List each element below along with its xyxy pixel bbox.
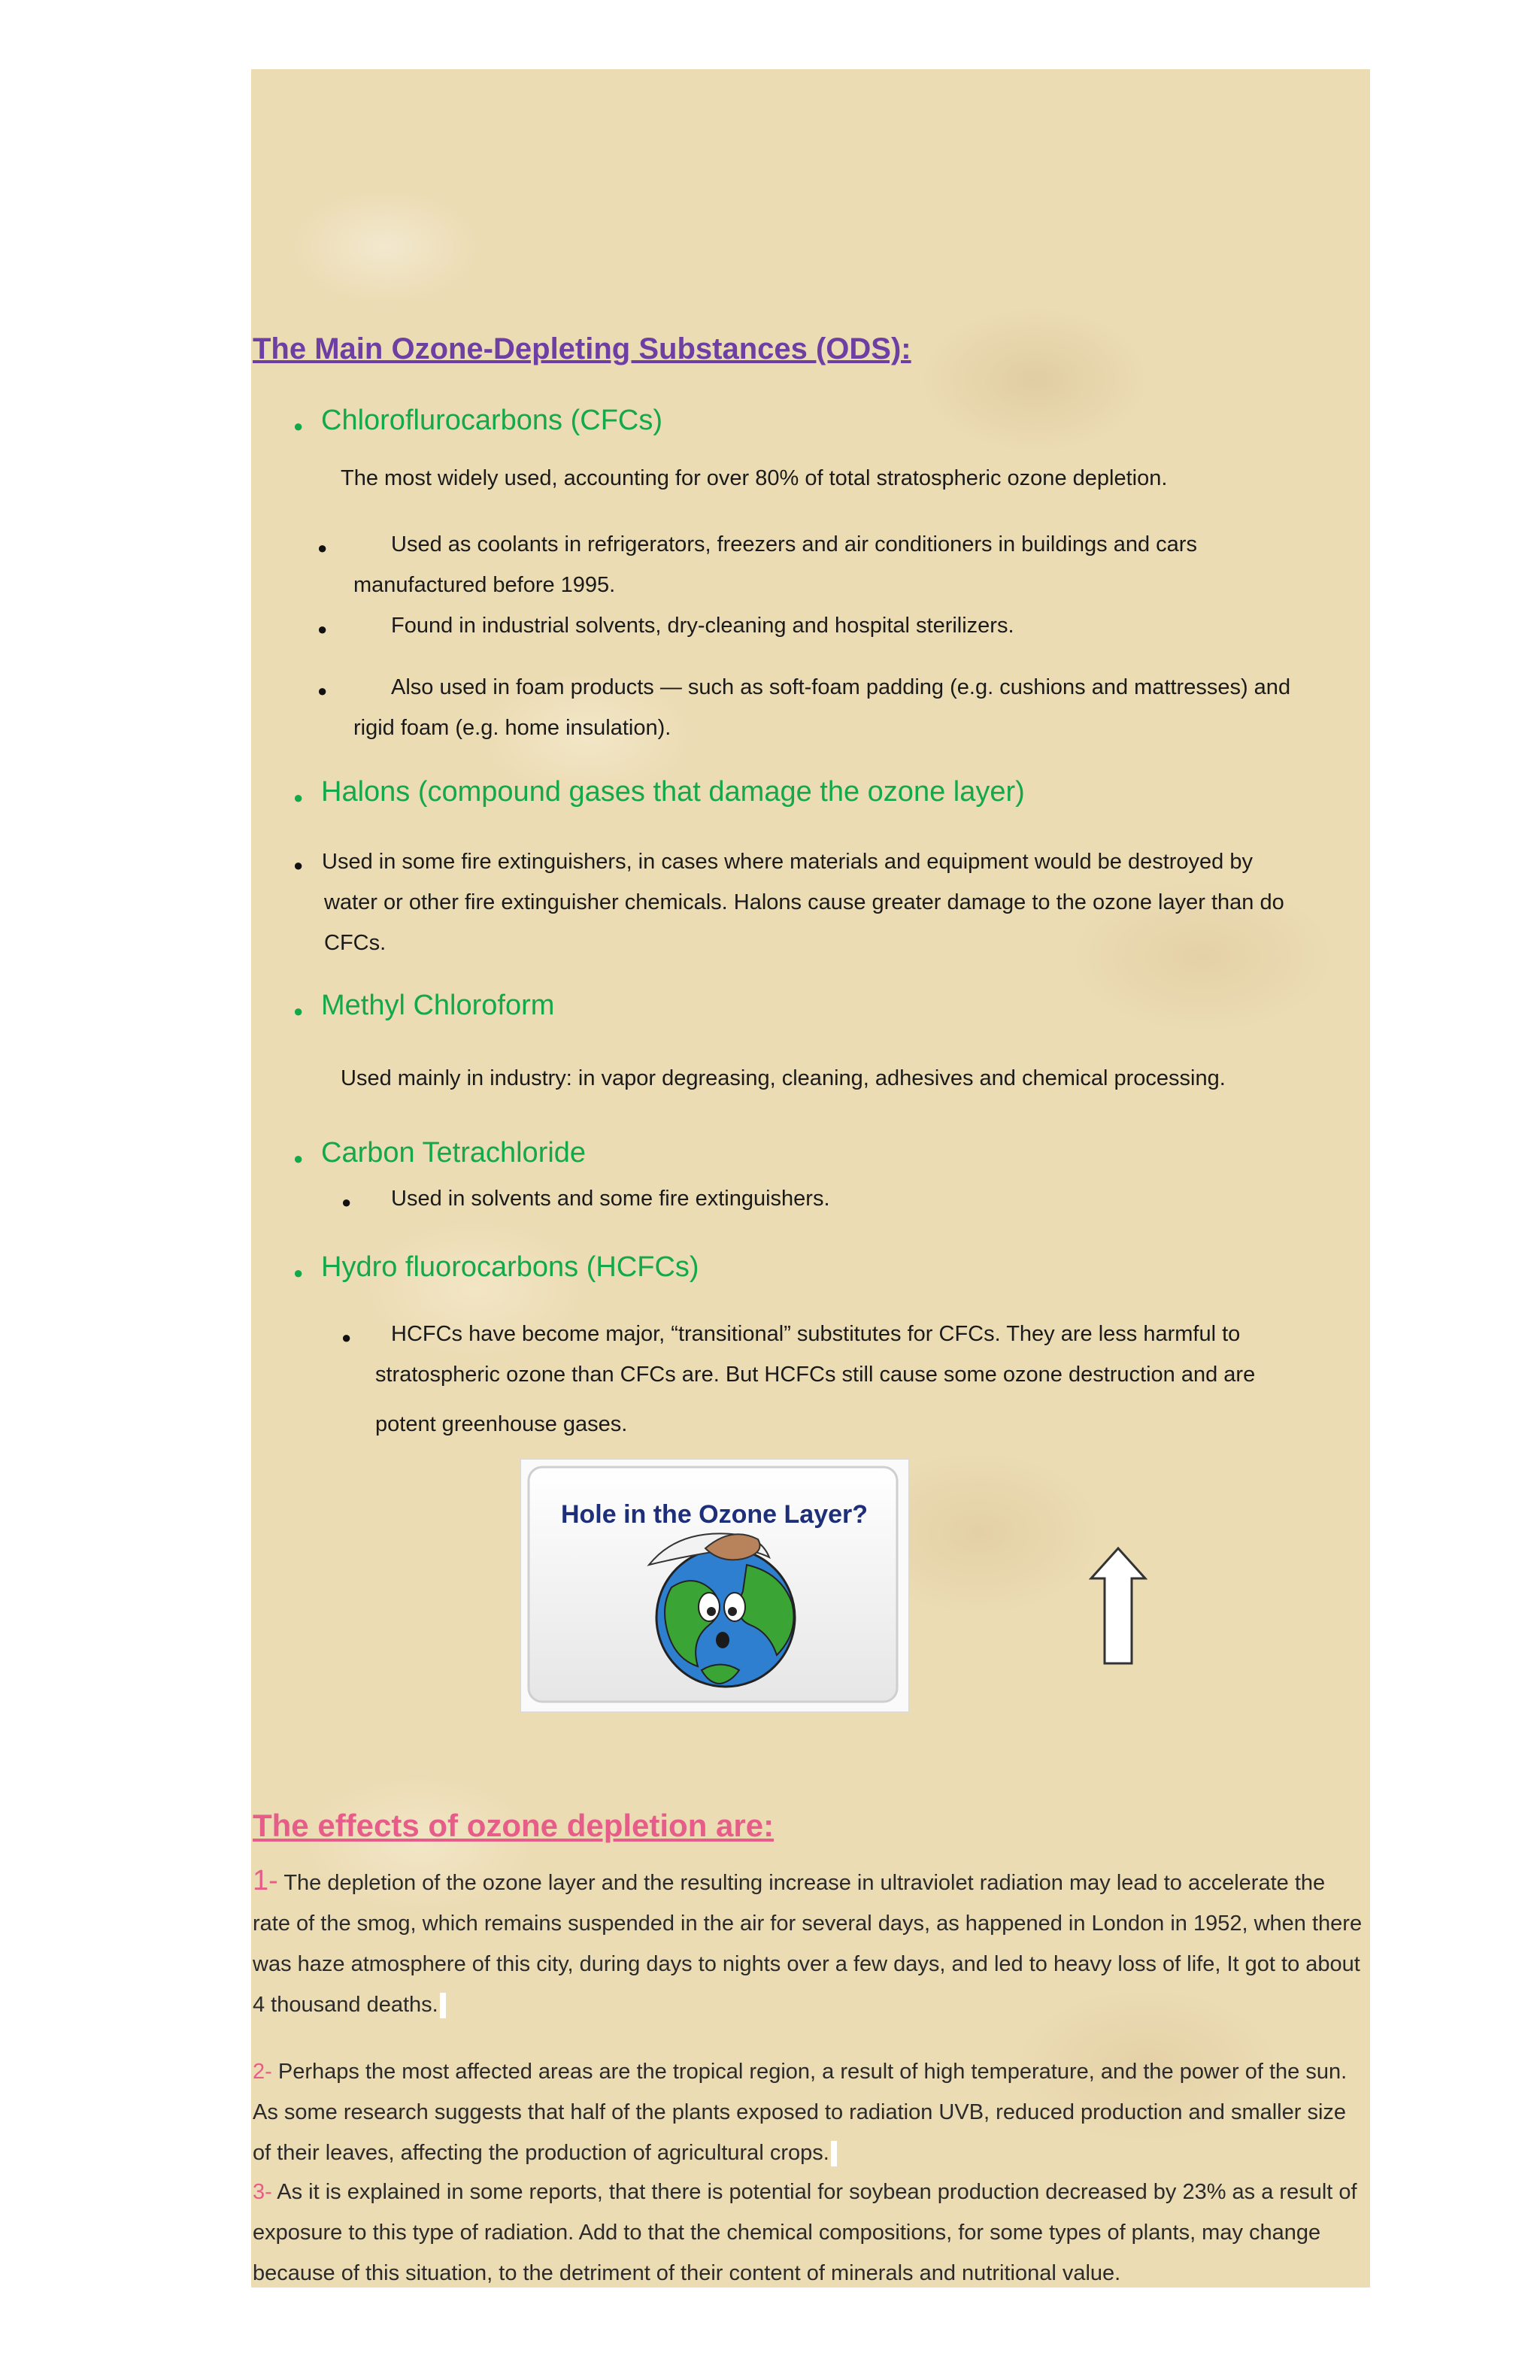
bullet-icon: ● bbox=[341, 1328, 352, 1347]
effect-text: Perhaps the most affected areas are the tropical region, a result of high temperature, and the power of the sun. As some research suggests that half of the plants exposed to radiation UVB, reduced production and smaller size of their leaves, affecting the production of agricultural crops. bbox=[253, 2060, 1348, 2165]
effects-heading: The effects of ozone depletion are: bbox=[253, 1808, 775, 1843]
item-title-methyl: Methyl Chloroform bbox=[321, 990, 555, 1021]
halons-line-3: CFCs. bbox=[324, 931, 387, 955]
cfc-point-2: Found in industrial solvents, dry-cleaning and hospital sterilizers. bbox=[391, 614, 1014, 638]
item-title-halons: Halons (compound gases that damage the ozone layer) bbox=[321, 776, 1025, 808]
halons-line-1: Used in some fire extinguishers, in cases where materials and equipment would be destroyed by bbox=[322, 850, 1253, 874]
item-title-carbon: Carbon Tetrachloride bbox=[321, 1137, 587, 1169]
bullet-icon: ● bbox=[341, 1193, 352, 1211]
item-title-cfc: Chloroflurocarbons (CFCs) bbox=[321, 405, 663, 436]
main-heading: The Main Ozone-Depleting Substances (ODS): bbox=[253, 332, 911, 365]
effect-item-2 bbox=[253, 2051, 1369, 2173]
hcfc-line-1: HCFCs have become major, “transitional” substitutes for CFCs. They are less harmful to bbox=[391, 1322, 1241, 1346]
effect-item-3 bbox=[253, 2172, 1369, 2294]
bullet-icon: ● bbox=[293, 1263, 304, 1282]
figure-caption: Hole in the Ozone Layer? bbox=[560, 1500, 869, 1529]
hcfc-line-3: potent greenhouse gases. bbox=[375, 1412, 628, 1436]
effect-number: 1- bbox=[253, 1865, 278, 1896]
ozone-hole-illustration bbox=[520, 1459, 909, 1712]
cfc-point-1-line-1: Used as coolants in refrigerators, freezers and air conditioners in buildings and cars bbox=[391, 532, 1197, 556]
text-marker bbox=[440, 1993, 446, 2018]
effect-text: The depletion of the ozone layer and the resulting increase in ultraviolet radiation may lead to accelerate the rate of the smog, which remains suspended in the air for several days, as happened in London in 1952, when there was haze atmosphere of this city, during days to nights over a few days, and led to heavy loss of life, It got to about 4 thousand deaths. bbox=[253, 1871, 1363, 2017]
cfc-intro: The most widely used, accounting for over 80% of total stratospheric ozone depletion. bbox=[341, 466, 1168, 490]
cfc-point-3-line-1: Also used in foam products — such as soft-foam padding (e.g. cushions and mattresses) and bbox=[391, 675, 1291, 699]
bullet-icon: ● bbox=[293, 788, 304, 807]
bullet-icon: ● bbox=[293, 1002, 304, 1020]
effect-text: As it is explained in some reports, that there is potential for soybean production decreased by 23% as a result of exposure to this type of radiation. Add to that the chemical compositions, for some types of plants, may change because of this situation, to the detriment of their content of minerals and nutritional value. bbox=[253, 2180, 1357, 2285]
carbon-text: Used in solvents and some fire extinguishers. bbox=[391, 1187, 830, 1211]
halons-line-2: water or other fire extinguisher chemicals. Halons cause greater damage to the ozone layer than do bbox=[324, 890, 1284, 914]
ozone-hole-illustration-svg bbox=[521, 1460, 908, 1711]
methyl-text: Used mainly in industry: in vapor degreasing, cleaning, adhesives and chemical processing. bbox=[341, 1066, 1226, 1090]
bullet-icon: ● bbox=[317, 620, 328, 638]
bullet-icon: ● bbox=[317, 538, 328, 557]
item-title-hcfc: Hydro fluorocarbons (HCFCs) bbox=[321, 1251, 699, 1283]
bullet-icon: ● bbox=[317, 681, 328, 700]
bullet-icon: ● bbox=[293, 417, 304, 435]
hcfc-line-2: stratospheric ozone than CFCs are. But HCFCs still cause some ozone destruction and are bbox=[375, 1363, 1256, 1387]
effect-number: 3- bbox=[253, 2180, 272, 2204]
up-arrow-icon bbox=[1089, 1546, 1147, 1666]
effect-item-1 bbox=[253, 1860, 1369, 2025]
cfc-point-1-line-2: manufactured before 1995. bbox=[353, 573, 616, 597]
bullet-icon: ● bbox=[293, 1149, 304, 1168]
effect-number: 2- bbox=[253, 2060, 272, 2084]
bullet-icon: ● bbox=[293, 856, 304, 875]
text-marker bbox=[831, 2141, 837, 2166]
document-page bbox=[251, 69, 1370, 2288]
cfc-point-3-line-2: rigid foam (e.g. home insulation). bbox=[353, 716, 671, 740]
